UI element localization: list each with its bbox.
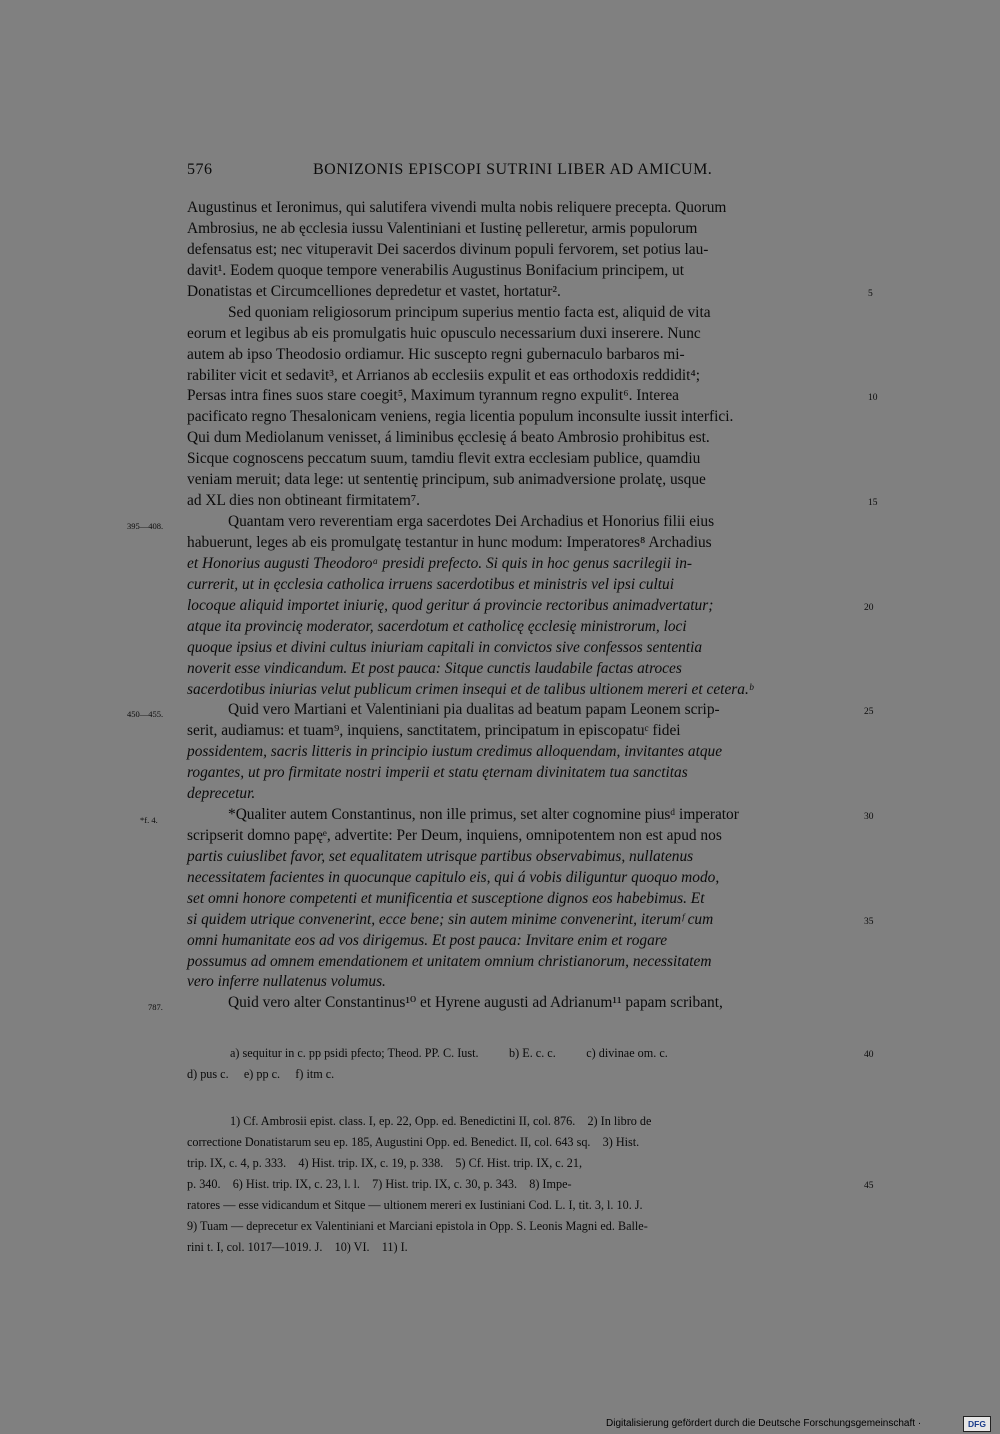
- body-line: scripserit domno papęᵉ, advertite: Per Deum, inquiens, omnipotentem non est apud nos: [187, 827, 722, 844]
- body-line: vero inferre nullatenus volumus.: [187, 973, 386, 990]
- body-line: possumus ad omnem emendationem et unitatem omnium christianorum, necessitatem: [187, 953, 712, 970]
- line-number: 45: [864, 1181, 874, 1191]
- body-line: habuerunt, leges ab eis promulgatę testantur in hunc modum: Imperatores⁸ Archadius: [187, 534, 712, 551]
- line-number: 25: [864, 707, 874, 717]
- body-line: partis cuiuslibet favor, set equalitatem utrisque partibus observabimus, nullatenus: [187, 848, 694, 865]
- body-line: si quidem utrique convenerint, ecce bene; sin autem minime convenerint, iterumᶠ cum: [187, 911, 714, 928]
- body-line: rabiliter vicit et sedavit³, et Arrianos ab ecclesiis expulit et eas orthodoxis reddidit⁴;: [187, 367, 701, 384]
- margin-note: *f. 4.: [140, 815, 158, 825]
- footer-credit: Digitalisierung gefördert durch die Deutsche Forschungsgemeinschaft ·: [606, 1418, 922, 1429]
- body-line: Qui dum Mediolanum venisset, á liminibus ęcclesię á beato Ambrosio prohibitus est.: [187, 429, 710, 446]
- margin-note: 450—455.: [127, 709, 164, 719]
- line-number: 15: [868, 498, 878, 508]
- body-line: locoque aliquid importet iniurię, quod geritur á provincie rectoribus animadvertatur;: [187, 597, 714, 614]
- apparatus-line: a) sequitur in c. pp psidi pfecto; Theod. PP. C. Iust. b) E. c. c. c) divinae om. c.: [230, 1046, 668, 1060]
- margin-note: 395—408.: [127, 521, 164, 531]
- line-number: 30: [864, 812, 874, 822]
- line-number: 10: [868, 393, 878, 403]
- footnote-line: trip. IX, c. 4, p. 333. 4) Hist. trip. IX, c. 19, p. 338. 5) Cf. Hist. trip. IX, c. 21,: [187, 1156, 583, 1170]
- body-line: serit, audiamus: et tuam⁹, inquiens, sanctitatem, principatum in episcopatuᶜ fidei: [187, 722, 681, 739]
- running-title: BONIZONIS EPISCOPI SUTRINI LIBER AD AMICUM.: [313, 161, 713, 178]
- page-number: 576: [187, 161, 213, 178]
- body-line: Quantam vero reverentiam erga sacerdotes Dei Archadius et Honorius filii eius: [228, 513, 715, 530]
- body-line: Quid vero Martiani et Valentiniani pia dualitas ad beatum papam Leonem scrip-: [228, 701, 720, 718]
- body-line: set omni honore competenti et munificentia et susceptione dignos eos habebimus. Et: [187, 890, 705, 907]
- line-number: 20: [864, 603, 874, 613]
- line-number: 40: [864, 1050, 874, 1060]
- body-line: Persas intra fines suos stare coegit⁵, Maximum tyrannum regno expulit⁶. Interea: [187, 387, 679, 404]
- body-line: currerit, ut in ęcclesia catholica irruens sacerdotibus et ministris vel ipsi cultui: [187, 576, 675, 593]
- body-line: eorum et legibus ab eis promulgatis huic opusculo necessarium duxi inserere. Nunc: [187, 325, 701, 342]
- footnote-line: rini t. I, col. 1017—1019. J. 10) VI. 11) I.: [187, 1240, 408, 1254]
- body-line: davit¹. Eodem quoque tempore venerabilis Augustinus Bonifacium principem, ut: [187, 262, 685, 279]
- footnote-line: 9) Tuam — deprecetur ex Valentiniani et Marciani epistola in Opp. S. Leonis Magni ed. Balle-: [187, 1219, 648, 1233]
- body-line: noverit esse vindicandum. Et post pauca: Sitque cunctis laudabile factas atroces: [187, 660, 682, 677]
- body-line: autem ab ipso Theodosio ordiamur. Hic suscepto regni gubernaculo barbaros mi-: [187, 346, 685, 363]
- dfg-logo: DFG: [963, 1416, 991, 1432]
- body-line: *Qualiter autem Constantinus, non ille primus, set alter cognomine piusᵈ imperator: [228, 806, 739, 823]
- body-line: Ambrosius, ne ab ęcclesia iussu Valentiniani et Iustinę pelleretur, armis populorum: [187, 220, 698, 237]
- footnote-line: p. 340. 6) Hist. trip. IX, c. 23, l. l. 7) Hist. trip. IX, c. 30, p. 343. 8) Impe-: [187, 1177, 572, 1191]
- body-line: necessitatem facientes in quocunque capitulo eis, qui á vobis diliguntur quoquo modo,: [187, 869, 720, 886]
- body-line: Sed quoniam religiosorum principum superius mentio facta est, aliquid de vita: [228, 304, 711, 321]
- footnote-line: correctione Donatistarum seu ep. 185, Augustini Opp. ed. Benedict. II, col. 643 sq. 3) Hist.: [187, 1135, 640, 1149]
- footnote-line: ratores — esse vidicandum et Sitque — ultionem mereri ex Iustiniani Cod. L. I, tit. 3, l. 10. J.: [187, 1198, 643, 1212]
- body-line: rogantes, ut pro firmitate nostri imperii et statu ęternam divinitatem tua sanctitas: [187, 764, 688, 781]
- body-line: defensatus est; nec vituperavit Dei sacerdos divinum populi fervorem, set potius lau-: [187, 241, 709, 258]
- body-line: ad XL dies non obtineant firmitatem⁷.: [187, 492, 421, 509]
- body-line: pacificato regno Thesalonicam veniens, regia licentia populum inconsulte iussit interfici.: [187, 408, 734, 425]
- body-line: Augustinus et Ieronimus, qui salutifera vivendi multa nobis reliquere precepta. Quorum: [187, 199, 727, 216]
- body-line: deprecetur.: [187, 785, 256, 802]
- body-line: et Honorius augusti Theodoroᵃ presidi prefecto. Si quis in hoc genus sacrilegii in-: [187, 555, 693, 572]
- body-line: Sicque cognoscens peccatum suum, tamdiu flevit extra ecclesiam publice, quamdiu: [187, 450, 701, 467]
- body-line: atque ita provincię moderator, sacerdotum et catholicę ęcclesię ministrorum, loci: [187, 618, 687, 635]
- body-line: quoque ipsius et divini cultus iniuriam capitali in convictos sive confessos sententia: [187, 639, 703, 656]
- footnote-line: 1) Cf. Ambrosii epist. class. I, ep. 22, Opp. ed. Benedictini II, col. 876. 2) In libro de: [230, 1114, 652, 1128]
- line-number: 5: [868, 289, 873, 299]
- body-line: Donatistas et Circumcelliones depredetur et vastet, hortatur².: [187, 283, 561, 300]
- apparatus-line: d) pus c. e) pp c. f) itm c.: [187, 1067, 335, 1081]
- margin-note: 787.: [148, 1002, 163, 1012]
- body-line: sacerdotibus iniurias velut publicum crimen insequi et de talibus ultionem mereri et cetera.ᵇ: [187, 681, 753, 698]
- line-number: 35: [864, 917, 874, 927]
- body-line: possidentem, sacris litteris in principio iustum credimus alloquendam, invitantes atque: [187, 743, 723, 760]
- body-line: Quid vero alter Constantinus¹⁰ et Hyrene augusti ad Adrianum¹¹ papam scribant,: [228, 994, 723, 1011]
- body-line: omni humanitate eos ad vos dirigemus. Et post pauca: Invitare enim et rogare: [187, 932, 668, 949]
- body-line: veniam meruit; data lege: ut sententię principum, sub animadversione prolatę, usque: [187, 471, 706, 488]
